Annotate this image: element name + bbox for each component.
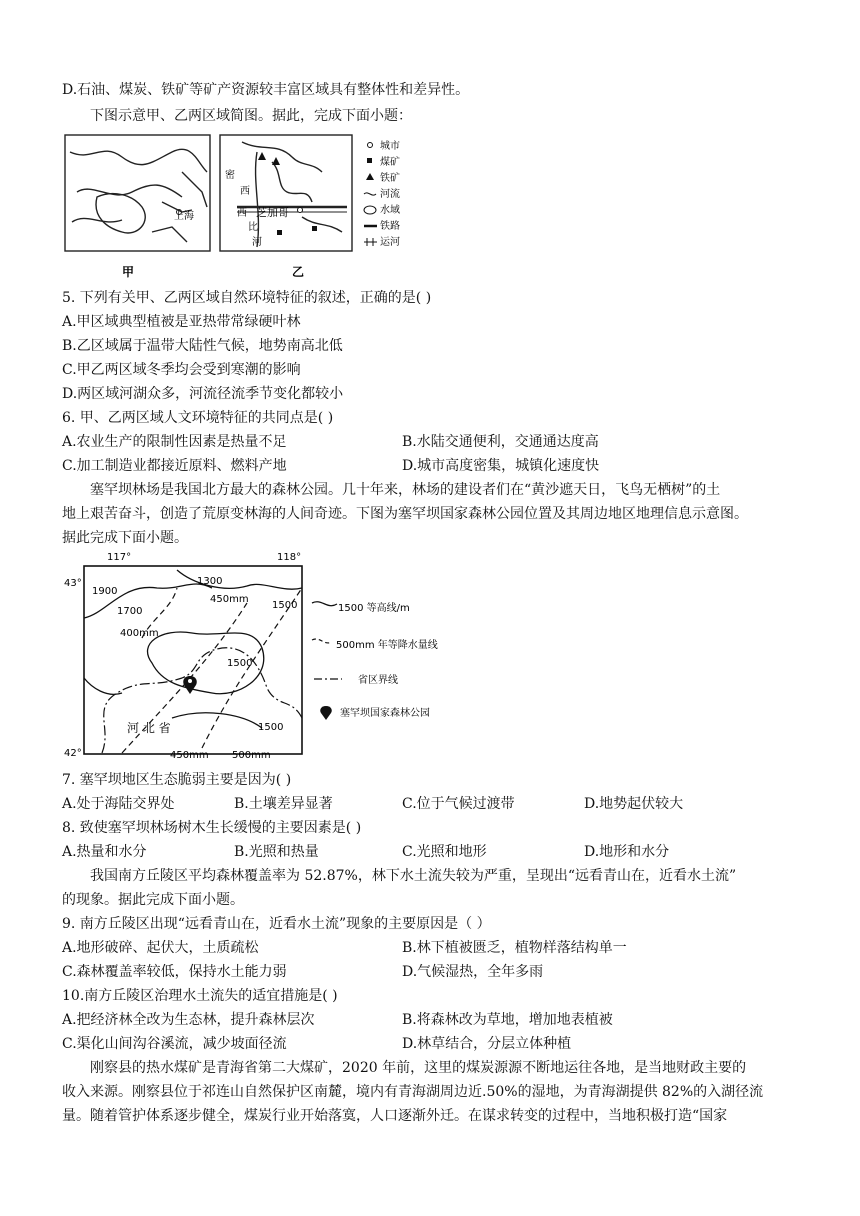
- svg-text:省区界线: 省区界线: [358, 675, 398, 686]
- q7-option-b: B.土壤差异显著: [234, 796, 333, 812]
- intro-gangcha-3: 量。随着管护体系逐步健全，煤炭行业开始落寞，人口逐渐外迁。在谋求转变的过程中，当地积极打造“国家: [62, 1108, 728, 1124]
- intro-hills-1: 我国南方丘陵区平均森林覆盖率为 52.87%，林下水土流失较为严重，呈现出“远看青山在，近看水土流”: [90, 868, 737, 884]
- intro-hills-2: 的现象。据此完成下面小题。: [62, 892, 244, 908]
- svg-text:43°: 43°: [64, 578, 82, 589]
- q5-option-c: C.甲乙两区域冬季均会受到寒潮的影响: [62, 362, 301, 378]
- question-5: 5. 下列有关甲、乙两区域自然环境特征的叙述，正确的是( ): [62, 290, 432, 306]
- q9-option-d: D.气候湿热，全年多雨: [402, 964, 544, 980]
- svg-text:比: 比: [248, 222, 258, 233]
- q9-option-c: C.森林覆盖率较低，保持水土能力弱: [62, 964, 287, 980]
- svg-text:1500: 1500: [258, 722, 284, 733]
- svg-text:水域: 水域: [380, 205, 400, 216]
- question-6: 6. 甲、乙两区域人文环境特征的共同点是( ): [62, 410, 334, 426]
- q10-option-a: A.把经济林全改为生态林，提升森林层次: [62, 1012, 315, 1028]
- figure-region-maps: [62, 132, 412, 280]
- city-chicago-label: 芝加哥: [256, 206, 289, 219]
- q9-options-row1: [62, 938, 762, 958]
- city-shanghai-label: 上海: [174, 211, 194, 222]
- q9-option-b: B.林下植被匮乏，植物样落结构单一: [402, 940, 627, 956]
- map2-legend: [312, 601, 438, 720]
- intro-gangcha-2: 收入来源。刚察县位于祁连山自然保护区南麓，境内有青海湖周边近.50%的湿地，为青海湖提供 82%的入湖径流: [62, 1084, 764, 1100]
- svg-text:铁矿: 铁矿: [380, 173, 400, 184]
- map-jia: [65, 135, 210, 251]
- question-10: 10.南方丘陵区治理水土流失的适宜措施是( ): [62, 988, 338, 1004]
- q6-option-c: C.加工制造业都接近原料、燃料产地: [62, 458, 287, 474]
- q8-option-b: B.光照和热量: [234, 844, 319, 860]
- q10-option-d: D.林草结合，分层立体种植: [402, 1036, 572, 1052]
- svg-text:1300: 1300: [197, 576, 223, 587]
- label-yi: 乙: [292, 265, 305, 279]
- svg-text:1900: 1900: [92, 586, 118, 597]
- intro-gangcha-1: 刚察县的热水煤矿是青海省第二大煤矿，2020 年前，这里的煤炭源源不断地运往各地，是当地财政主要的: [90, 1060, 747, 1076]
- svg-text:500mm: 500mm: [232, 750, 271, 761]
- svg-text:铁路: 铁路: [380, 221, 400, 232]
- q6-options-row1: [62, 432, 762, 452]
- q5-option-b: B.乙区域属于温带大陆性气候，地势南高北低: [62, 338, 343, 354]
- q9-option-a: A.地形破碎、起伏大，土质疏松: [62, 940, 259, 956]
- q6-options-row2: [62, 456, 762, 476]
- question-7: 7. 塞罕坝地区生态脆弱主要是因为( ): [62, 772, 292, 788]
- svg-text:450mm: 450mm: [210, 594, 249, 605]
- svg-text:西: 西: [240, 186, 250, 197]
- q10-options-row1: [62, 1010, 762, 1030]
- svg-text:42°: 42°: [64, 748, 82, 759]
- svg-text:密: 密: [225, 170, 235, 181]
- q8-option-a: A.热量和水分: [62, 844, 147, 860]
- q10-option-c: C.渠化山间沟谷溪流，减少坡面径流: [62, 1036, 287, 1052]
- svg-text:118°: 118°: [277, 552, 302, 563]
- q6-option-a: A.农业生产的限制性因素是热量不足: [62, 434, 287, 450]
- question-8: 8. 致使塞罕坝林场树木生长缓慢的主要因素是( ): [62, 820, 362, 836]
- map1-legend: [364, 139, 400, 248]
- svg-text:500mm 年等降水量线: 500mm 年等降水量线: [336, 640, 438, 651]
- q10-option-b: B.将森林改为草地，增加地表植被: [402, 1012, 613, 1028]
- q5-option-d: D.两区域河湖众多，河流径流季节变化都较小: [62, 386, 344, 402]
- svg-text:117°: 117°: [107, 552, 132, 563]
- intro-saihanba-2: 地上艰苦奋斗，创造了荒原变林海的人间奇迹。下图为塞罕坝国家森林公园位置及其周边地区地理信息示意图。: [62, 506, 748, 522]
- question-9: 9. 南方丘陵区出现“远看青山在，近看水土流”现象的主要原因是（ ）: [62, 916, 491, 932]
- q6-option-b: B.水陆交通便利，交通通达度高: [402, 434, 599, 450]
- q9-options-row2: [62, 962, 762, 982]
- option-d-previous: D.石油、煤炭、铁矿等矿产资源较丰富区域具有整体性和差异性。: [62, 82, 470, 98]
- svg-text:河流: 河流: [380, 189, 400, 200]
- svg-text:1500 等高线/m: 1500 等高线/m: [338, 603, 410, 614]
- svg-text:城市: 城市: [380, 141, 400, 152]
- park-marker-icon: [183, 676, 197, 694]
- intro-map1: 下图示意甲、乙两区域简图。据此，完成下面小题：: [90, 108, 412, 124]
- svg-text:煤矿: 煤矿: [380, 157, 400, 168]
- label-jia: 甲: [122, 265, 135, 279]
- svg-text:河: 河: [252, 237, 262, 248]
- q10-options-row2: [62, 1034, 762, 1054]
- svg-text:西: 西: [237, 208, 247, 219]
- svg-text:塞罕坝国家森林公园: 塞罕坝国家森林公园: [340, 708, 430, 719]
- q7-option-c: C.位于气候过渡带: [402, 796, 515, 812]
- intro-saihanba-3: 据此完成下面小题。: [62, 530, 188, 546]
- svg-text:1500: 1500: [272, 600, 298, 611]
- intro-saihanba-1: 塞罕坝林场是我国北方最大的森林公园。几十年来，林场的建设者们在“黄沙遮天日，飞鸟无栖树”的土: [90, 482, 721, 498]
- figure-saihanba-map: [62, 548, 452, 764]
- svg-text:运河: 运河: [380, 237, 400, 248]
- svg-text:1700: 1700: [117, 606, 143, 617]
- q8-option-d: D.地形和水分: [584, 844, 670, 860]
- svg-text:1500: 1500: [227, 658, 253, 669]
- svg-text:河 北 省: 河 北 省: [127, 721, 171, 735]
- q7-option-a: A.处于海陆交界处: [62, 796, 175, 812]
- q6-option-d: D.城市高度密集，城镇化速度快: [402, 458, 600, 474]
- q7-option-d: D.地势起伏较大: [584, 796, 684, 812]
- q5-option-a: A.甲区域典型植被是亚热带常绿硬叶林: [62, 314, 301, 330]
- svg-text:400mm: 400mm: [120, 628, 159, 639]
- q8-option-c: C.光照和地形: [402, 844, 487, 860]
- svg-text:450mm: 450mm: [170, 750, 209, 761]
